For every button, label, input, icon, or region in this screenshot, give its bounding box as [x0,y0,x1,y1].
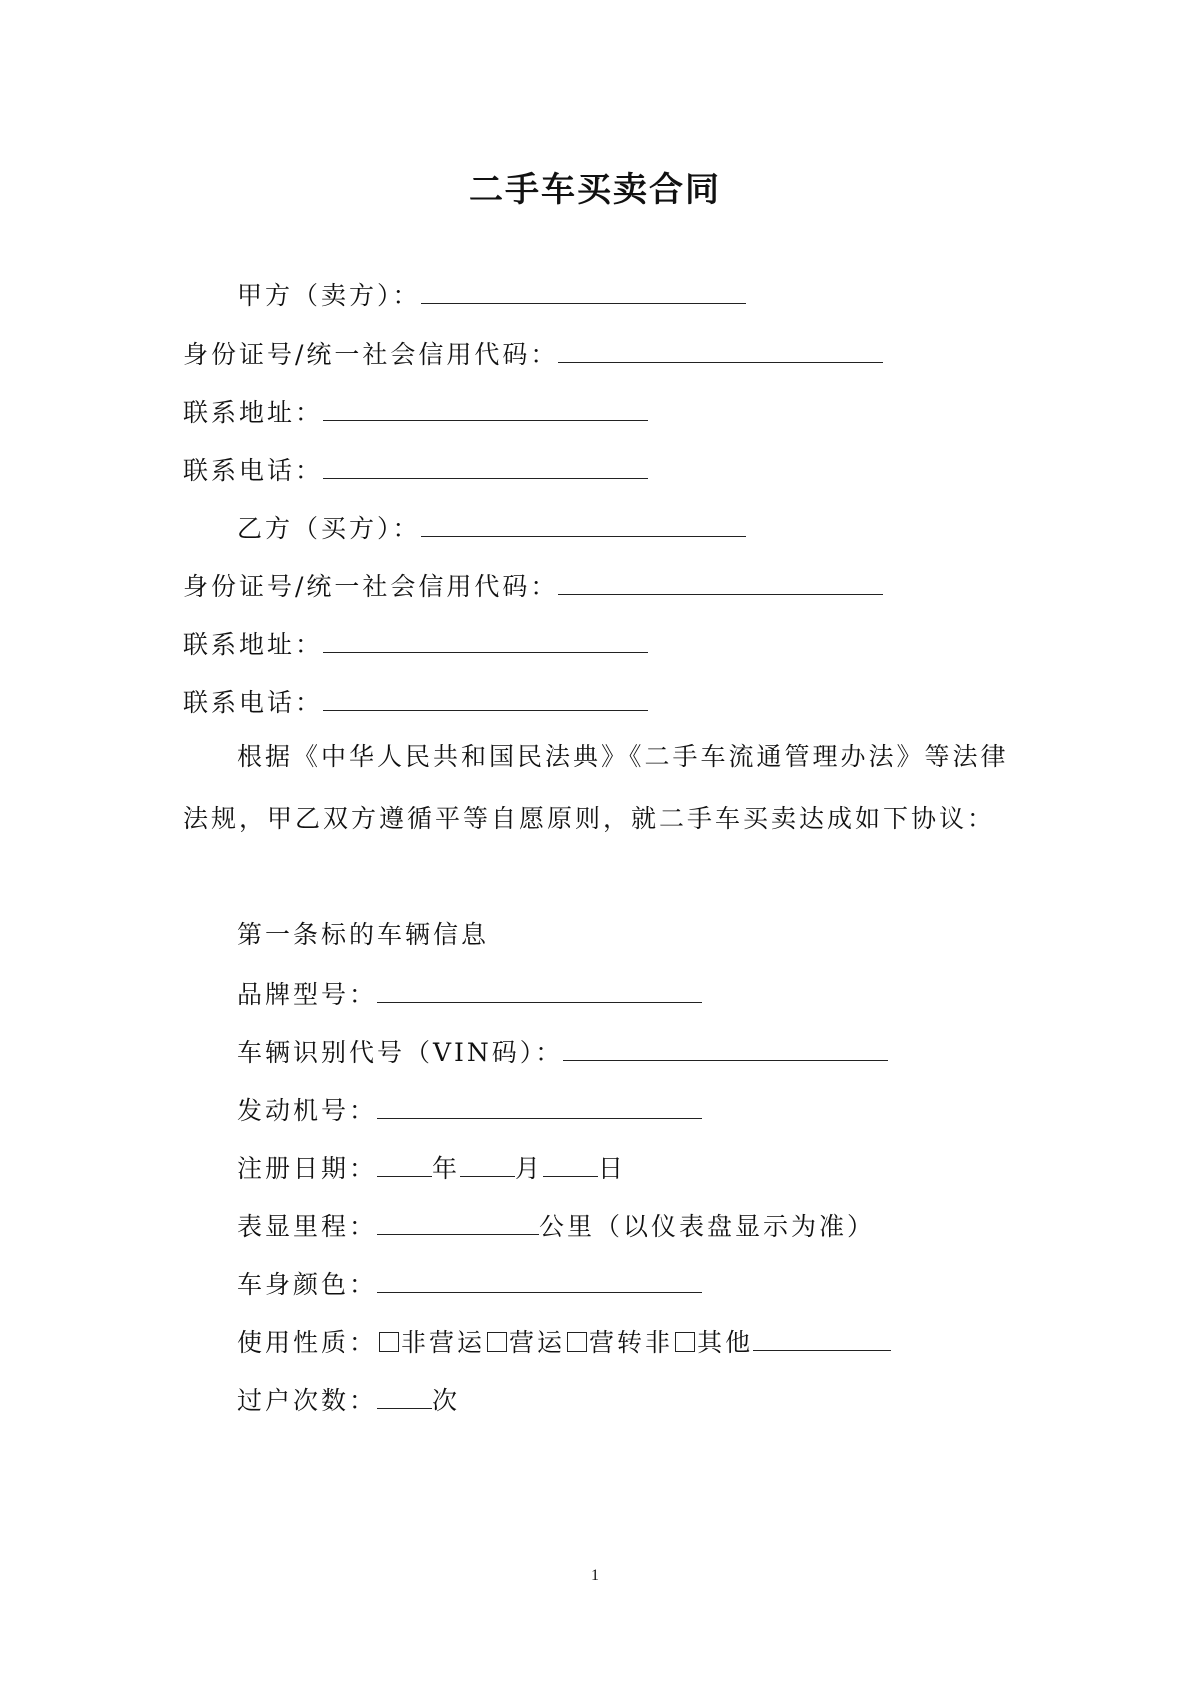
usage-label: 使用性质： [237,1328,378,1357]
engine-blank[interactable] [377,1092,702,1119]
party-b-id-label: 身份证号/统一社会信用代码： [183,572,559,601]
usage-option-commercial: 营运 [509,1328,566,1357]
reg-date-line [237,1150,626,1184]
transfers-line [237,1382,460,1416]
reg-day-blank[interactable] [543,1150,598,1177]
party-a-phone-line [183,452,648,486]
party-b-address-blank[interactable] [323,626,648,653]
usage-option-converted: 营转非 [589,1328,674,1357]
party-b-label: 乙方（买方）： [237,514,421,543]
party-a-address-label: 联系地址： [183,398,324,427]
brand-label: 品牌型号： [237,980,378,1009]
preamble-paragraph: 根据《中华人民共和国民法典》《二手车流通管理办法》等法律法规，甲乙双方遵循平等自愿原则，就二手车买卖达成如下协议： [183,742,1009,833]
usage-checkbox-other[interactable] [675,1332,695,1352]
reg-month-blank[interactable] [460,1150,515,1177]
usage-option-other: 其他 [697,1328,754,1357]
party-b-line [237,510,746,544]
party-a-id-blank[interactable] [558,336,883,363]
reg-year-blank[interactable] [377,1150,432,1177]
party-a-id-line [183,336,883,370]
party-a-line [237,277,746,311]
party-a-label: 甲方（卖方）： [237,281,421,310]
reg-date-label: 注册日期： [237,1154,378,1183]
party-a-blank[interactable] [421,277,746,304]
usage-other-blank[interactable] [753,1324,891,1351]
brand-line [237,976,702,1010]
color-line [237,1266,702,1300]
month-unit: 月 [515,1154,544,1183]
party-a-address-blank[interactable] [323,394,648,421]
engine-line [237,1092,702,1126]
party-b-phone-line [183,684,648,718]
party-b-address-label: 联系地址： [183,630,324,659]
vin-label: 车辆识别代号（VIN码）： [237,1038,564,1067]
engine-label: 发动机号： [237,1096,378,1125]
brand-blank[interactable] [377,976,702,1003]
party-a-id-label: 身份证号/统一社会信用代码： [183,340,559,369]
mileage-label: 表显里程： [237,1212,378,1241]
mileage-blank[interactable] [377,1208,539,1235]
day-unit: 日 [598,1154,627,1183]
party-a-phone-blank[interactable] [323,452,648,479]
usage-checkbox-converted[interactable] [567,1332,587,1352]
party-a-address-line [183,394,648,428]
party-a-phone-label: 联系电话： [183,456,324,485]
vin-line [237,1034,888,1068]
page-number: 1 [591,1567,599,1584]
usage-checkbox-commercial[interactable] [487,1332,507,1352]
color-label: 车身颜色： [237,1270,378,1299]
party-b-id-blank[interactable] [558,568,883,595]
transfers-label: 过户次数： [237,1386,378,1415]
mileage-line [237,1208,875,1242]
color-blank[interactable] [377,1266,702,1293]
party-b-phone-label: 联系电话： [183,688,324,717]
year-unit: 年 [432,1154,461,1183]
document-title: 二手车买卖合同 [469,170,721,210]
mileage-unit: 公里（以仪表盘显示为准） [539,1212,876,1241]
usage-checkbox-non-commercial[interactable] [379,1332,399,1352]
usage-line [237,1324,891,1358]
party-b-phone-blank[interactable] [323,684,648,711]
vin-blank[interactable] [563,1034,888,1061]
party-b-address-line [183,626,648,660]
usage-option-non-commercial: 非营运 [401,1328,486,1357]
transfers-unit: 次 [432,1386,461,1415]
article1-heading: 第一条标的车辆信息 [237,920,490,949]
transfers-blank[interactable] [377,1382,432,1409]
party-b-blank[interactable] [421,510,746,537]
party-b-id-line [183,568,883,602]
